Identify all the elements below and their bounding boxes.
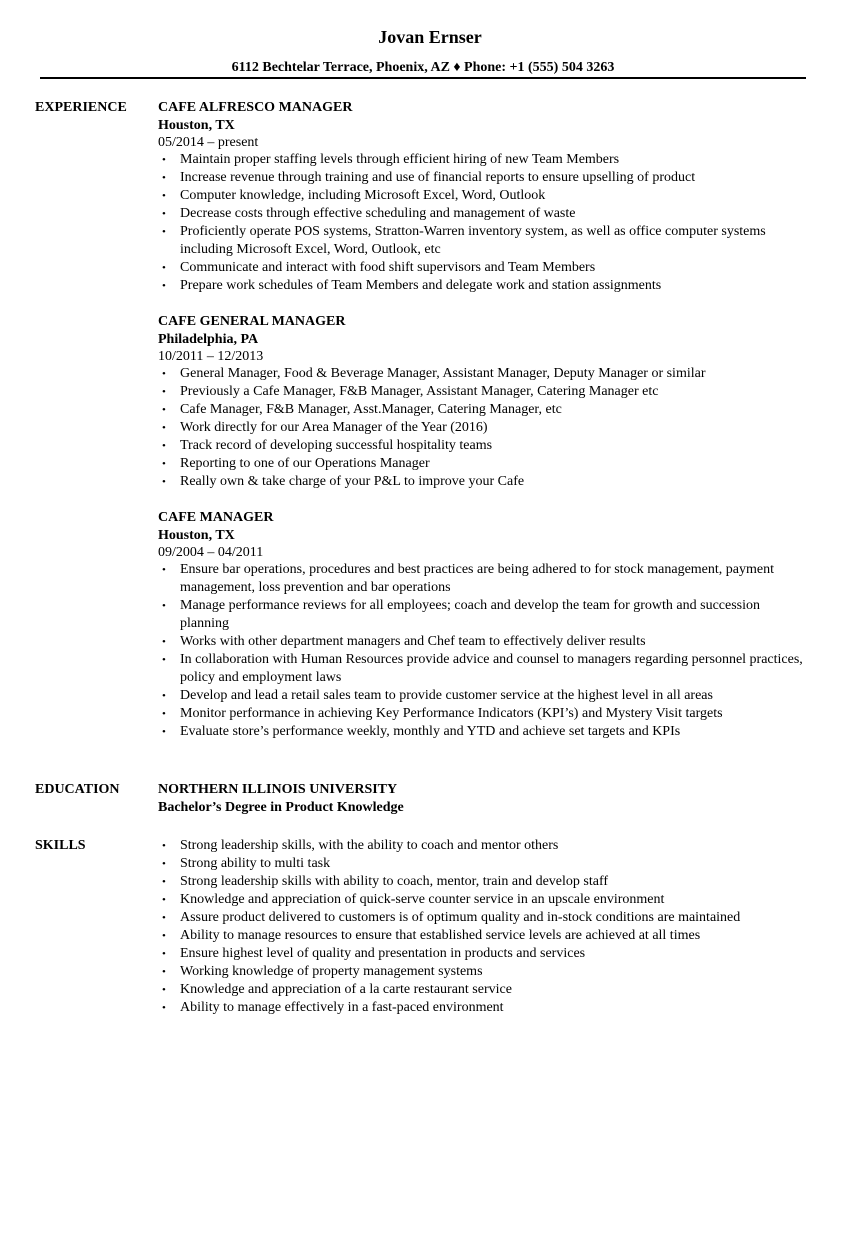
- list-item: • Ensure bar operations, procedures and best practices are being adhered to for stock management, payment management, loss prevention and bar operations: [158, 561, 808, 597]
- resume-name: Jovan Ernser: [378, 27, 482, 47]
- job-dates: 10/2011 – 12/2013: [158, 349, 264, 364]
- job-bullets: [158, 151, 808, 295]
- experience-heading: EXPERIENCE: [35, 100, 127, 115]
- list-item: • Knowledge and appreciation of quick-serve counter service in an upscale environment: [158, 891, 808, 909]
- skills-body: [158, 837, 808, 1017]
- education-school: NORTHERN ILLINOIS UNIVERSITY: [158, 782, 398, 797]
- job-title: CAFE MANAGER: [158, 510, 274, 525]
- list-item: • Strong ability to multi task: [158, 855, 808, 873]
- list-item: • Reporting to one of our Operations Manager: [158, 455, 808, 473]
- job-entry: [158, 509, 808, 741]
- list-item: • General Manager, Food & Beverage Manager, Assistant Manager, Deputy Manager or similar: [158, 365, 808, 383]
- job-title: CAFE GENERAL MANAGER: [158, 314, 346, 329]
- job-entry: [158, 99, 808, 295]
- skills-list: [158, 837, 808, 1017]
- list-item: • Working knowledge of property management systems: [158, 963, 808, 981]
- list-item: • Ability to manage effectively in a fast-paced environment: [158, 999, 808, 1017]
- job-location: Houston, TX: [158, 118, 235, 133]
- list-item: • Computer knowledge, including Microsoft Excel, Word, Outlook: [158, 187, 808, 205]
- list-item: • In collaboration with Human Resources provide advice and counsel to managers regarding personnel practices, policy and employment laws: [158, 651, 808, 687]
- job-bullets: [158, 561, 808, 741]
- list-item: • Track record of developing successful hospitality teams: [158, 437, 808, 455]
- skills-heading: SKILLS: [35, 838, 86, 853]
- job-dates: 09/2004 – 04/2011: [158, 545, 264, 560]
- list-item: • Strong leadership skills, with the ability to coach and mentor others: [158, 837, 808, 855]
- list-item: • Assure product delivered to customers is of optimum quality and in-stock conditions are maintained: [158, 909, 808, 927]
- list-item: • Manage performance reviews for all employees; coach and develop the team for growth and succession planning: [158, 597, 808, 633]
- list-item: • Evaluate store’s performance weekly, monthly and YTD and achieve set targets and KPIs: [158, 723, 808, 741]
- contact-line: 6112 Bechtelar Terrace, Phoenix, AZ ♦ Phone: +1 (555) 504 3263: [231, 60, 615, 75]
- job-location: Philadelphia, PA: [158, 332, 259, 347]
- list-item: • Really own & take charge of your P&L to improve your Cafe: [158, 473, 808, 491]
- experience-body: [158, 99, 808, 759]
- job-entry: [158, 313, 808, 491]
- list-item: • Proficiently operate POS systems, Stratton-Warren inventory system, as well as office computer systems including Microsoft Excel, Word, Outlook, etc: [158, 223, 808, 259]
- job-title: CAFE ALFRESCO MANAGER: [158, 100, 353, 115]
- list-item: • Develop and lead a retail sales team to provide customer service at the highest level in all areas: [158, 687, 808, 705]
- list-item: • Strong leadership skills with ability to coach, mentor, train and develop staff: [158, 873, 808, 891]
- list-item: • Knowledge and appreciation of a la carte restaurant service: [158, 981, 808, 999]
- list-item: • Ensure highest level of quality and presentation in products and services: [158, 945, 808, 963]
- education-heading: EDUCATION: [35, 782, 120, 797]
- list-item: • Maintain proper staffing levels through efficient hiring of new Team Members: [158, 151, 808, 169]
- education-degree: Bachelor’s Degree in Product Knowledge: [158, 800, 404, 815]
- list-item: • Decrease costs through effective scheduling and management of waste: [158, 205, 808, 223]
- list-item: • Monitor performance in achieving Key Performance Indicators (KPI’s) and Mystery Visit targets: [158, 705, 808, 723]
- header-divider: [40, 77, 806, 79]
- education-body: [158, 781, 808, 816]
- list-item: • Increase revenue through training and use of financial reports to ensure upselling of product: [158, 169, 808, 187]
- job-bullets: [158, 365, 808, 491]
- list-item: • Works with other department managers and Chef team to effectively deliver results: [158, 633, 808, 651]
- list-item: • Ability to manage resources to ensure that established service levels are achieved at all times: [158, 927, 808, 945]
- job-location: Houston, TX: [158, 528, 235, 543]
- list-item: • Cafe Manager, F&B Manager, Asst.Manager, Catering Manager, etc: [158, 401, 808, 419]
- list-item: • Prepare work schedules of Team Members and delegate work and station assignments: [158, 277, 808, 295]
- list-item: • Work directly for our Area Manager of the Year (2016): [158, 419, 808, 437]
- list-item: • Communicate and interact with food shift supervisors and Team Members: [158, 259, 808, 277]
- list-item: • Previously a Cafe Manager, F&B Manager, Assistant Manager, Catering Manager etc: [158, 383, 808, 401]
- job-dates: 05/2014 – present: [158, 135, 259, 150]
